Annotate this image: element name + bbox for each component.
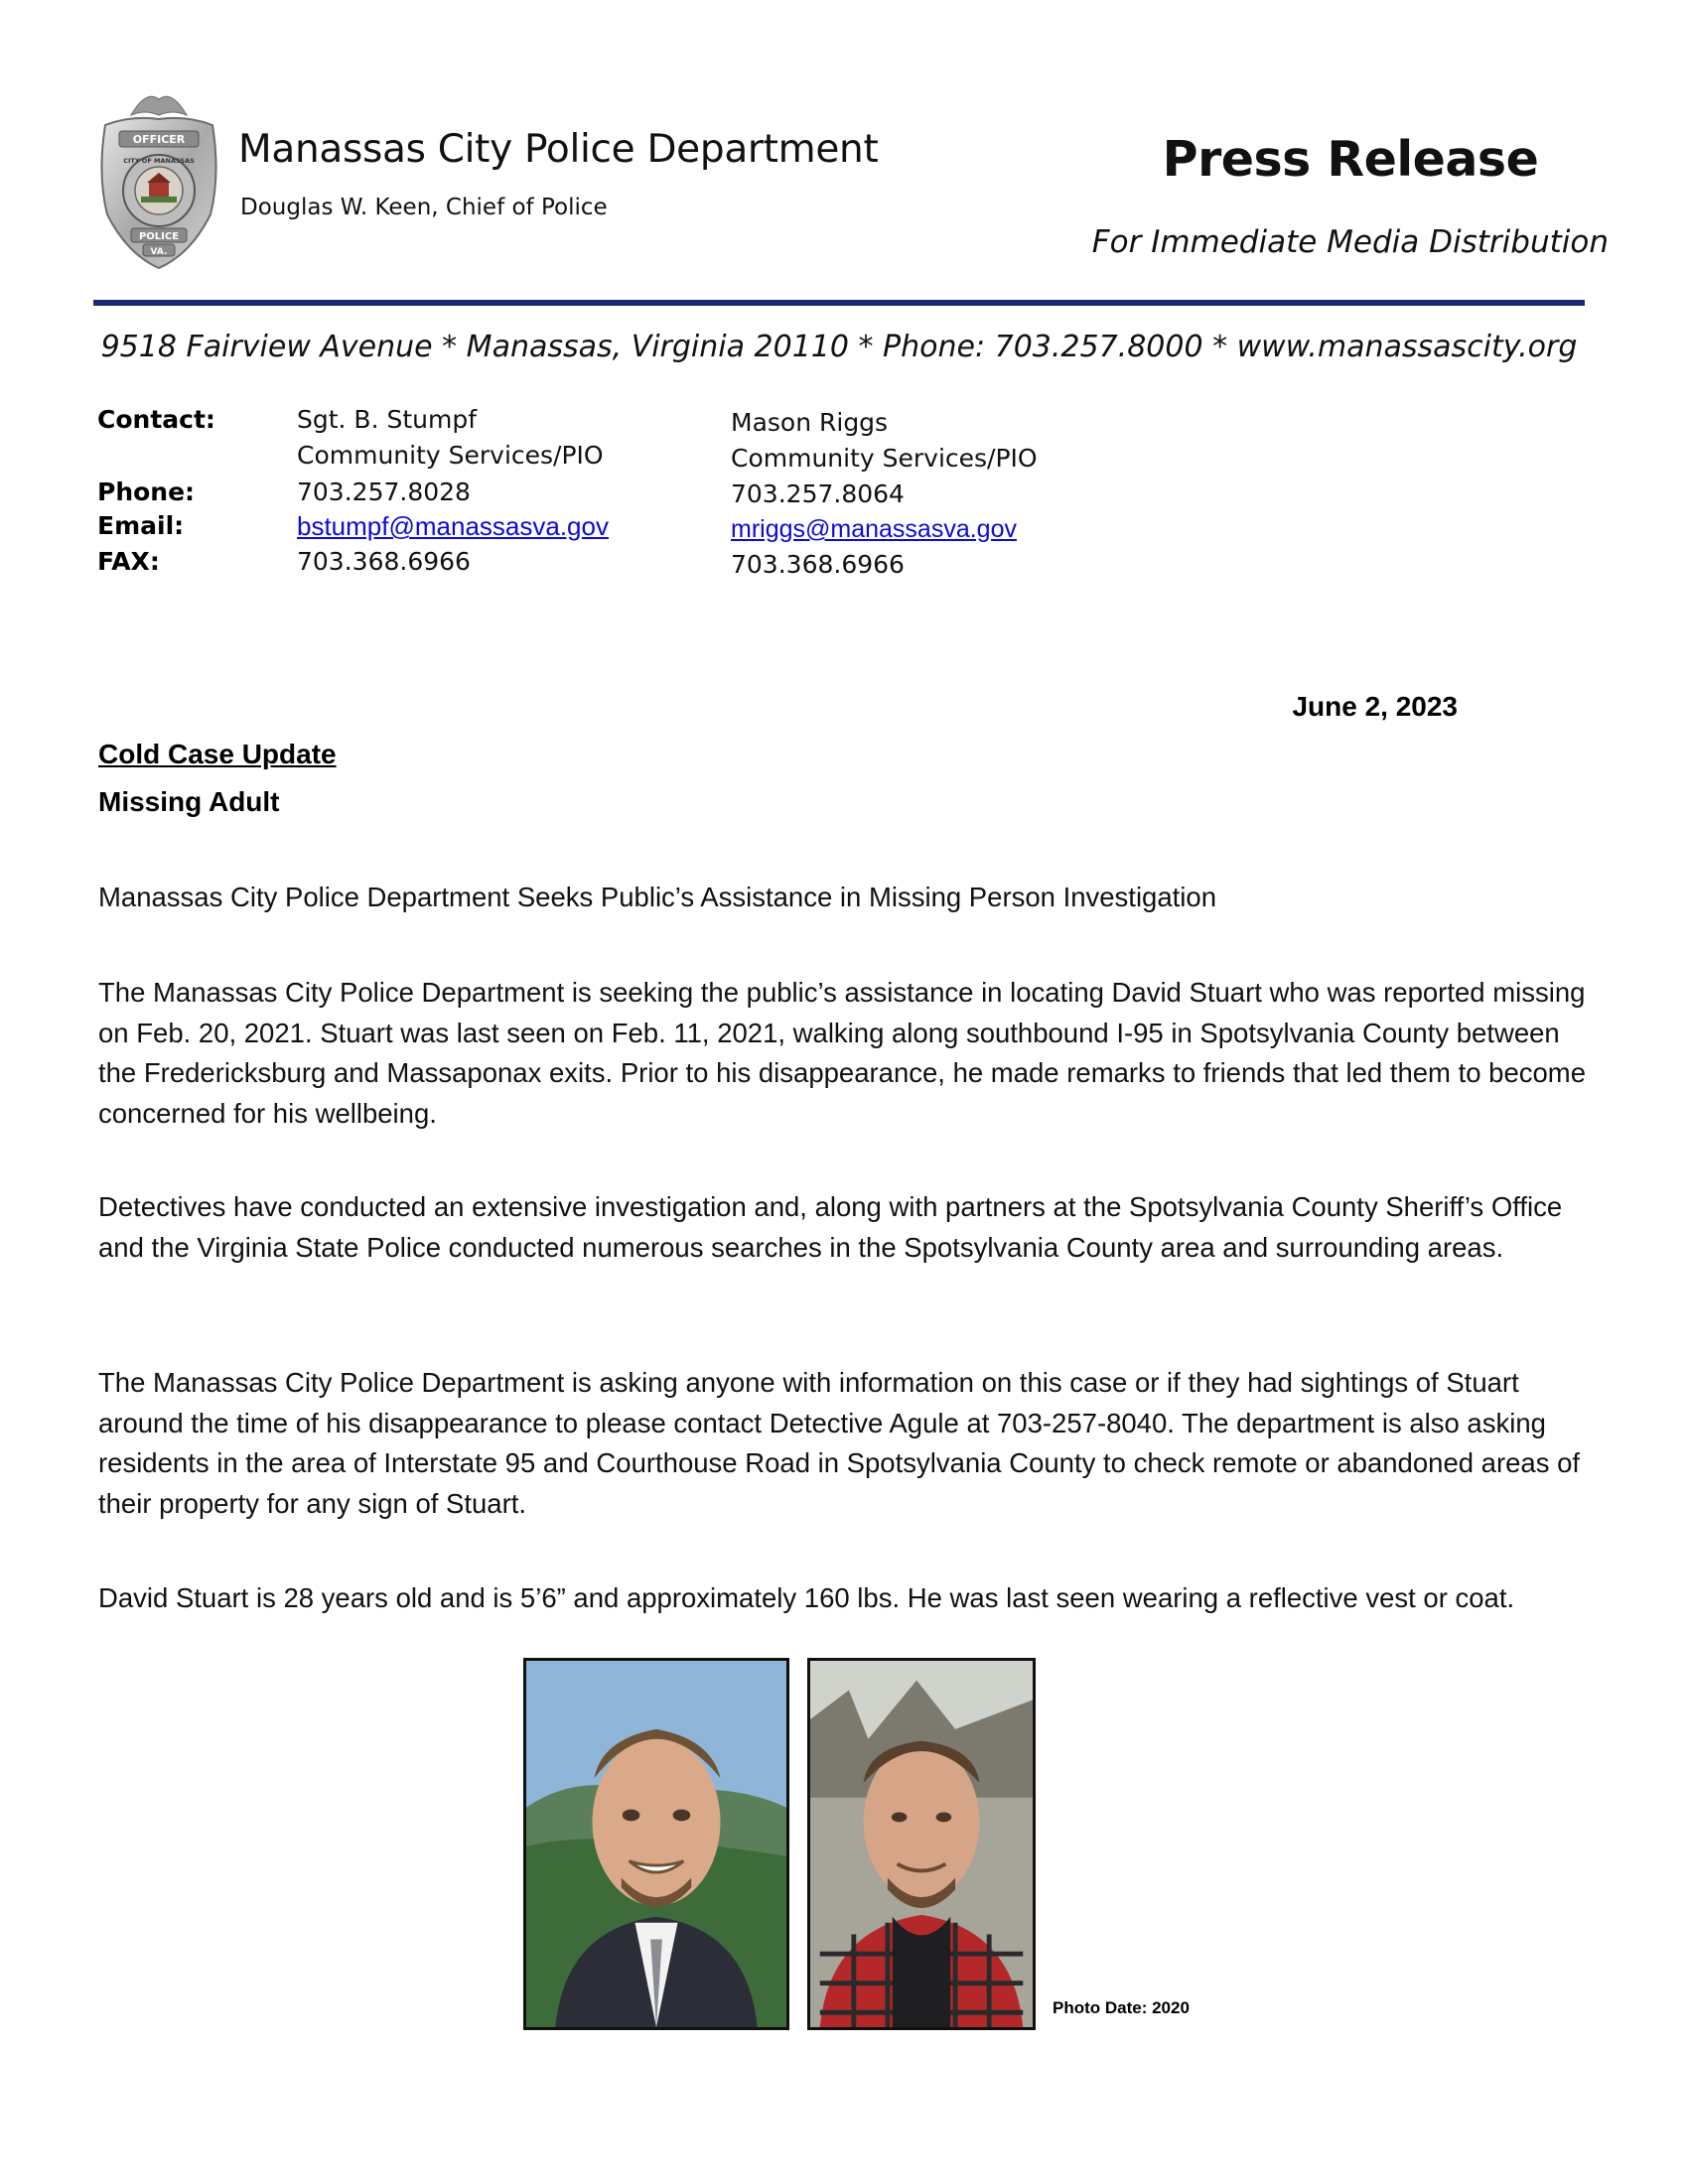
missing-person-photo-2: [807, 1658, 1036, 2030]
release-headline: Manassas City Police Department Seeks Public’s Assistance in Missing Person Investigation: [98, 882, 1216, 912]
secondary-contact-name: Mason Riggs: [731, 408, 889, 437]
body-paragraph-3: The Manassas City Police Department is asking anyone with information on this case or if they had sightings of Stuart around the time of his disappearance to please contact Detective Agule at 703-257-8040. The department is also asking residents in the area of Interstate 95 and Courthouse Road in Spotsylvania County to check remote or abandoned areas of their property for any sign of Stuart.: [98, 1367, 1581, 1519]
email-label: Email:: [97, 511, 185, 540]
release-subheading: Missing Adult: [98, 786, 280, 817]
primary-contact-email-link[interactable]: bstumpf@manassasva.gov: [297, 511, 609, 541]
release-date: June 2, 2023: [1292, 691, 1458, 722]
chief-of-police: Douglas W. Keen, Chief of Police: [240, 195, 608, 220]
body-paragraph-2: Detectives have conducted an extensive investigation and, along with partners at the Spotsylvania County Sheriff’s Office and the Virginia State Police conducted numerous searches in the Spotsylvania County area and surrounding areas.: [98, 1191, 1563, 1263]
primary-contact-phone: 703.257.8028: [297, 478, 471, 506]
badge-police-text: POLICE: [138, 231, 180, 242]
release-heading: Cold Case Update: [98, 739, 337, 769]
photo-date-caption: Photo Date: 2020: [1053, 1998, 1190, 2017]
primary-contact-name: Sgt. B. Stumpf: [297, 405, 478, 434]
press-release-title: Press Release: [1162, 131, 1539, 188]
badge-ring-text: CITY OF MANASSAS: [123, 157, 195, 165]
fax-label: FAX:: [97, 547, 160, 576]
secondary-contact-title: Community Services/PIO: [731, 444, 1038, 473]
body-paragraph-1: The Manassas City Police Department is seeking the public’s assistance in locating David Stuart who was reported missing on Feb. 20, 2021. Stuart was last seen on Feb. 11, 2021, walking along southbound I-95 in Spotsylvania County between the Fredericksburg and Massaponax exits. Prior to his disappearance, he made remarks to friends that led them to become concerned for his wellbeing.: [98, 977, 1586, 1129]
badge-state-text: VA.: [150, 247, 168, 257]
secondary-contact-phone: 703.257.8064: [731, 479, 905, 508]
header-divider: [93, 300, 1585, 306]
primary-contact-fax: 703.368.6966: [297, 547, 471, 576]
badge-officer-text: OFFICER: [132, 133, 186, 146]
distribution-note: For Immediate Media Distribution: [1091, 224, 1609, 260]
primary-contact-title: Community Services/PIO: [297, 441, 604, 470]
department-address: 9518 Fairview Avenue * Manassas, Virginia 20110 * Phone: 703.257.8000 * www.manassascity.org: [100, 330, 1578, 364]
secondary-contact-fax: 703.368.6966: [731, 550, 905, 579]
police-badge-logo: [91, 85, 226, 270]
department-name: Manassas City Police Department: [238, 127, 879, 172]
secondary-contact-email-link[interactable]: mriggs@manassasva.gov: [731, 515, 1017, 543]
contact-label: Contact:: [97, 405, 215, 434]
phone-label: Phone:: [97, 478, 196, 506]
body-paragraph-4: David Stuart is 28 years old and is 5’6” and approximately 160 lbs. He was last seen wearing a reflective vest or coat.: [98, 1582, 1515, 1613]
missing-person-photo-1: [523, 1658, 789, 2030]
